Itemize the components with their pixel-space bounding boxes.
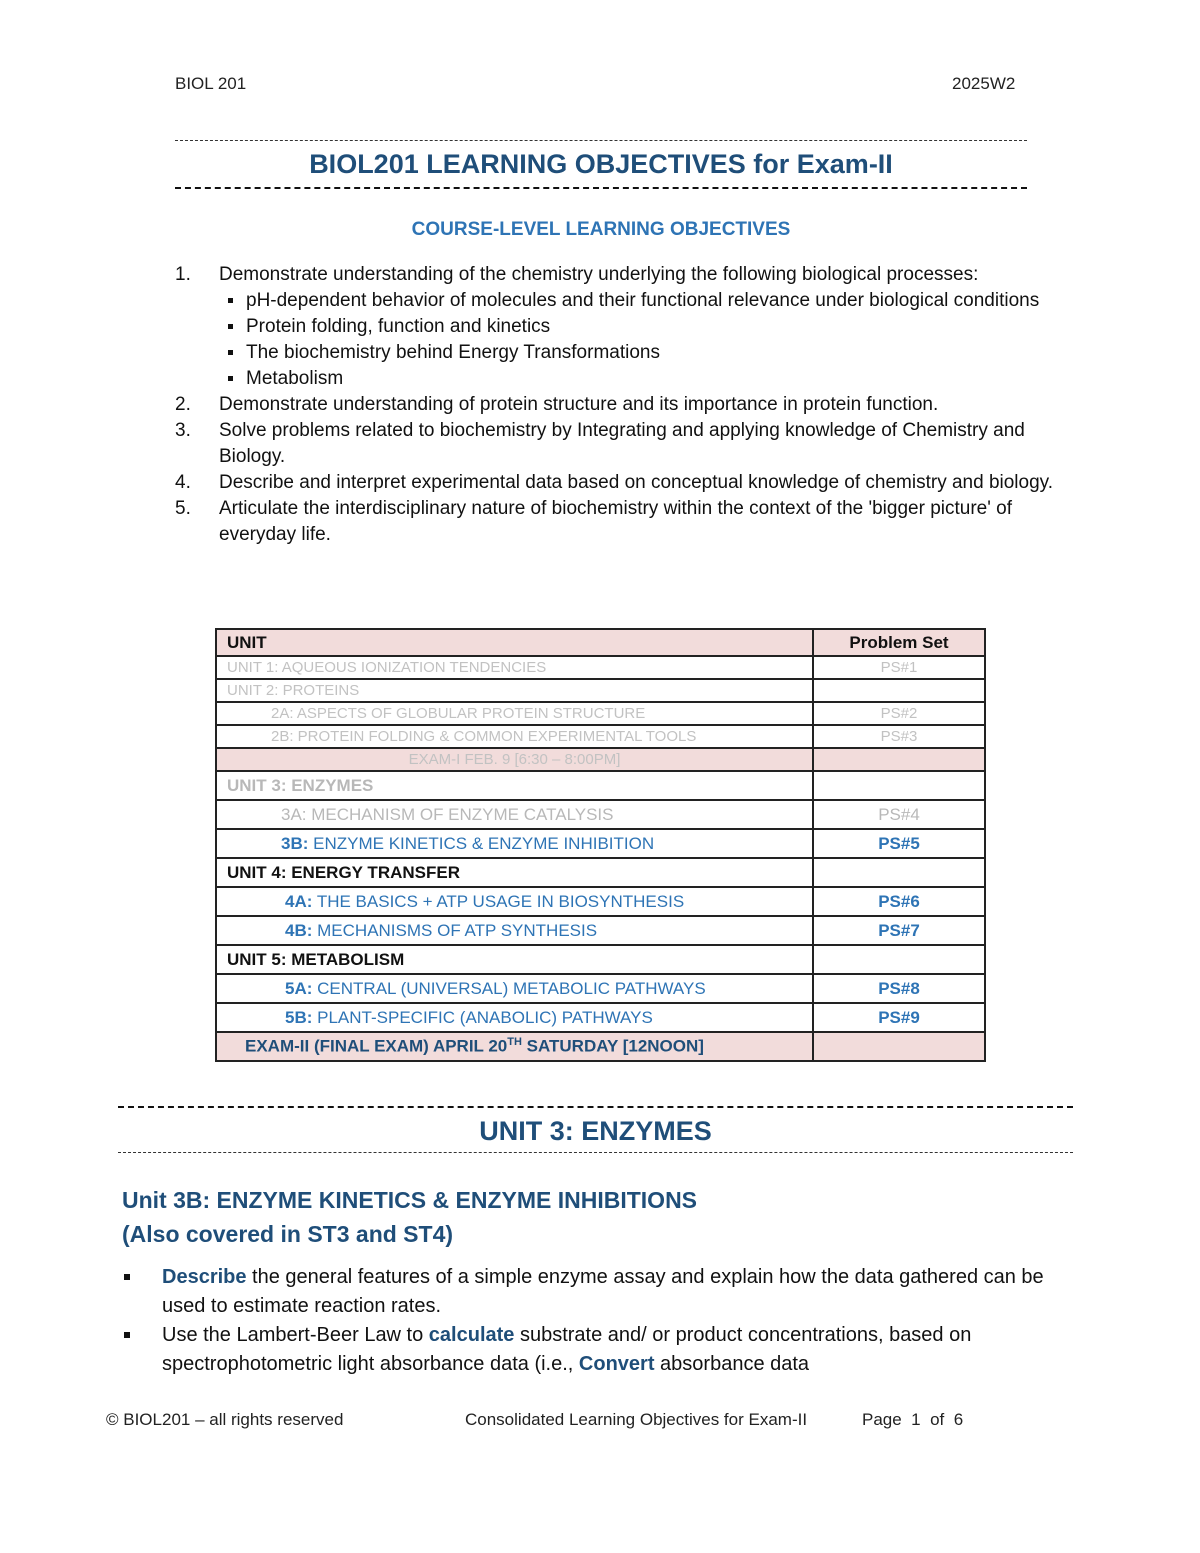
objective-text: Use the Lambert-Beer Law to <box>162 1324 429 1346</box>
unit-cell <box>216 829 813 858</box>
title-top-rule <box>175 140 1027 141</box>
list-item <box>122 1321 1052 1379</box>
unit-cell <box>216 1032 813 1061</box>
objective-text: Solve problems related to biochemistry by Integrating and applying knowledge of Chemistry and Biology. <box>219 420 1025 467</box>
bullet-icon <box>228 324 233 329</box>
exam-superscript: TH <box>507 1036 522 1049</box>
table-row <box>216 945 985 974</box>
page-title: BIOL201 LEARNING OBJECTIVES for Exam-II <box>309 149 893 179</box>
unit-name: PLANT-SPECIFIC (ANABOLIC) PATHWAYS <box>317 1007 653 1027</box>
unit-cell <box>216 916 813 945</box>
sub-bullet <box>219 340 1065 366</box>
course-objectives-heading: COURSE-LEVEL LEARNING OBJECTIVES <box>411 219 791 240</box>
table-row <box>216 858 985 887</box>
unit-code: 5B: <box>285 1007 313 1027</box>
objective-number: 5. <box>175 498 191 519</box>
table-row <box>216 800 985 829</box>
sub-bullet <box>219 314 1065 340</box>
unit-cell <box>216 1003 813 1032</box>
table-row <box>216 771 985 800</box>
page-total: 6 <box>953 1410 964 1429</box>
table-row <box>216 1003 985 1032</box>
unit-cell: 2A: ASPECTS OF GLOBULAR PROTEIN STRUCTURE <box>216 702 813 725</box>
table-row <box>216 656 985 679</box>
unit-code: 4A: <box>285 891 313 911</box>
subsection-note: (Also covered in ST3 and ST4) <box>122 1221 454 1247</box>
section-title: UNIT 3: ENZYMES <box>479 1116 712 1146</box>
footer-copyright: © BIOL201 – all rights reserved <box>106 1410 344 1429</box>
action-keyword: Describe <box>162 1266 247 1288</box>
page-of: of <box>930 1410 945 1429</box>
page-label: Page <box>862 1410 902 1429</box>
table-row-exam <box>216 748 985 771</box>
objective-item <box>175 418 1065 470</box>
sub-bullet-text: pH-dependent behavior of molecules and their functional relevance under biological conditions <box>246 290 1040 311</box>
objective-item <box>175 496 1065 548</box>
ps-cell <box>813 858 985 887</box>
unit-cell: UNIT 2: PROTEINS <box>216 679 813 702</box>
unit-name: CENTRAL (UNIVERSAL) METABOLIC PATHWAYS <box>317 978 706 998</box>
table-row <box>216 887 985 916</box>
bullet-icon <box>124 1332 130 1338</box>
sub-bullet-text: Protein folding, function and kinetics <box>246 316 551 337</box>
objective-text: substrate and/ or product concentrations, based on spectrophotometric light absorbance data (i.e., <box>162 1324 972 1375</box>
header-unit: UNIT <box>216 629 813 656</box>
bullet-icon <box>228 298 233 303</box>
unit-cell: EXAM-I FEB. 9 [6:30 – 8:00PM] <box>216 748 813 771</box>
objective-text: absorbance data <box>654 1353 810 1375</box>
ps-cell <box>813 771 985 800</box>
footer-doc-title: Consolidated Learning Objectives for Exam-II <box>465 1410 808 1429</box>
table-row <box>216 916 985 945</box>
ps-cell <box>813 748 985 771</box>
objective-text: Demonstrate understanding of the chemistry underlying the following biological processes: <box>219 264 979 285</box>
ps-cell: PS#7 <box>813 916 985 945</box>
ps-cell: PS#5 <box>813 829 985 858</box>
ps-cell <box>813 1032 985 1061</box>
table-row-exam <box>216 1032 985 1061</box>
table-row <box>216 679 985 702</box>
objective-number: 1. <box>175 264 191 285</box>
bullet-icon <box>228 350 233 355</box>
ps-cell: PS#3 <box>813 725 985 748</box>
table-header-row <box>216 629 985 656</box>
ps-cell: PS#4 <box>813 800 985 829</box>
objective-item <box>175 392 1065 418</box>
sub-bullet <box>219 288 1065 314</box>
header-course: BIOL 201 <box>175 74 247 93</box>
action-keyword: Convert <box>578 1353 655 1375</box>
objective-text: the general features of a simple enzyme assay and explain how the data gathered can be used to estimate reaction rates. <box>162 1266 1044 1317</box>
table-row <box>216 725 985 748</box>
header-problem-set: Problem Set <box>813 629 985 656</box>
unit-schedule-table <box>215 628 986 1062</box>
exam-text: EXAM-II (FINAL EXAM) APRIL 20 <box>245 1036 508 1056</box>
unit-code: 3B: <box>281 833 309 853</box>
sub-bullet-text: The biochemistry behind Energy Transformations <box>246 342 660 363</box>
objective-number: 2. <box>175 394 191 415</box>
unit-name: ENZYME KINETICS & ENZYME INHIBITION <box>313 833 655 853</box>
objective-number: 4. <box>175 472 191 493</box>
unit-cell: 2B: PROTEIN FOLDING & COMMON EXPERIMENTAL TOOLS <box>216 725 813 748</box>
unit-cell <box>216 887 813 916</box>
ps-cell: PS#6 <box>813 887 985 916</box>
bullet-icon <box>124 1274 130 1280</box>
ps-cell: PS#9 <box>813 1003 985 1032</box>
unit-code: 4B: <box>285 920 313 940</box>
list-item <box>122 1263 1052 1321</box>
unit-code: 5A: <box>285 978 313 998</box>
section-bottom-rule <box>118 1152 1073 1153</box>
title-bottom-rule <box>175 187 1027 189</box>
sub-bullet-text: Metabolism <box>246 368 344 389</box>
objective-number: 3. <box>175 420 191 441</box>
ps-cell: PS#2 <box>813 702 985 725</box>
table-row <box>216 829 985 858</box>
unit-cell: 3A: MECHANISM OF ENZYME CATALYSIS <box>216 800 813 829</box>
unit-cell: UNIT 4: ENERGY TRANSFER <box>216 858 813 887</box>
unit-name: THE BASICS + ATP USAGE IN BIOSYNTHESIS <box>316 891 685 911</box>
objective-text: Demonstrate understanding of protein structure and its importance in protein function. <box>219 394 939 415</box>
unit-cell <box>216 974 813 1003</box>
sub-bullet <box>219 366 1065 392</box>
objective-item <box>175 470 1065 496</box>
objective-text: Describe and interpret experimental data based on conceptual knowledge of chemistry and biology. <box>219 472 1054 493</box>
unit-name: MECHANISMS OF ATP SYNTHESIS <box>317 920 598 940</box>
ps-cell <box>813 679 985 702</box>
section-top-rule <box>118 1106 1073 1108</box>
subsection-title: Unit 3B: ENZYME KINETICS & ENZYME INHIBITIONS <box>122 1187 698 1213</box>
ps-cell: PS#8 <box>813 974 985 1003</box>
footer-page-number <box>862 1410 963 1430</box>
unit-cell: UNIT 5: METABOLISM <box>216 945 813 974</box>
page-current: 1 <box>911 1410 921 1429</box>
table-row <box>216 702 985 725</box>
table-row <box>216 974 985 1003</box>
objective-text: Articulate the interdisciplinary nature of biochemistry within the context of the 'bigger picture' of everyday life. <box>219 498 1012 545</box>
header-term: 2025W2 <box>952 74 1016 93</box>
bullet-icon <box>228 376 233 381</box>
learning-objectives-list <box>122 1263 1052 1379</box>
unit-cell: UNIT 1: AQUEOUS IONIZATION TENDENCIES <box>216 656 813 679</box>
ps-cell <box>813 945 985 974</box>
ps-cell: PS#1 <box>813 656 985 679</box>
action-keyword: calculate <box>428 1324 515 1346</box>
exam-text: SATURDAY [12NOON] <box>521 1036 704 1056</box>
course-objectives-list <box>175 262 1065 548</box>
objective-item <box>175 262 1065 392</box>
unit-cell: UNIT 3: ENZYMES <box>216 771 813 800</box>
